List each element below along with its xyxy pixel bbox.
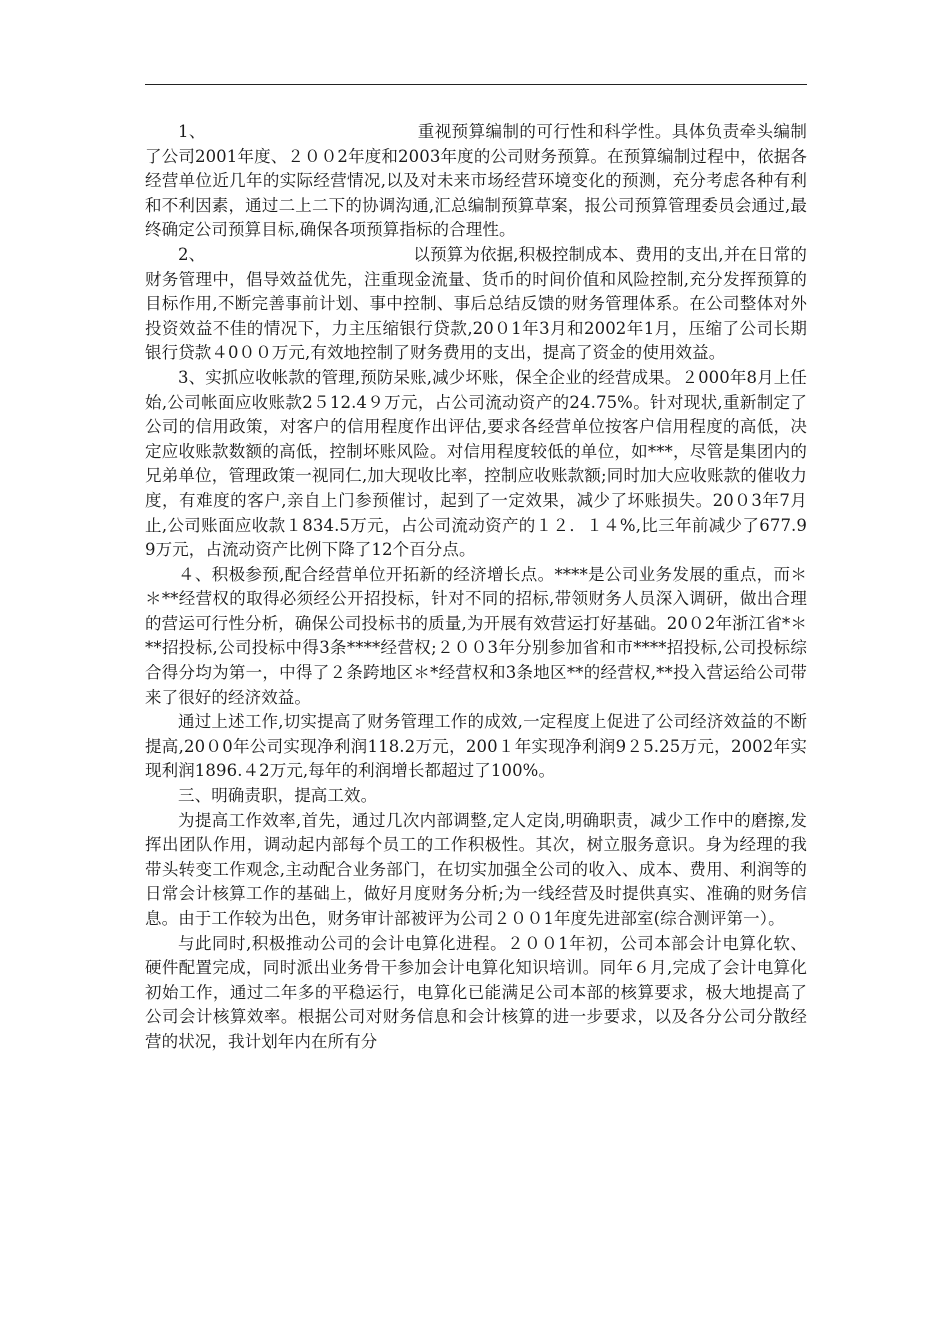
section-heading-responsibility: 三、明确责职，提高工效。 xyxy=(178,786,378,806)
paragraph-profit-summary: 通过上述工作,切实提高了财务管理工作的成效,一定程度上促进了公司经济效益的不断提高,20０0年公司实现净利润118.2万元，200１年实现净利润9２5.25万元，2002年实现利润1896.４2万元,每年的利润增长都超过了100%。 xyxy=(145,712,807,781)
document-body xyxy=(145,120,807,1055)
paragraph-efficiency: 为提高工作效率,首先，通过几次内部调整,定人定岗,明确职责，减少工作中的磨擦,发挥出团队作用，调动起内部每个员工的工作积极性。其次，树立服务意识。身为经理的我带头转变工作观念,主动配合业务部门，在切实加强全公司的收入、成本、费用、利润等的日常会计核算工作的基础上，做好月度财务分析;为一线经营及时提供真实、准确的财务信息。由于工作较为出色，财务审计部被评为公司２００1年度先进部室(综合测评第一）。 xyxy=(145,810,807,928)
paragraph-bidding: ４、积极参预,配合经营单位开拓新的经济增长点。****是公司业务发展的重点，而＊＊**经营权的取得必须经公开招投标，针对不同的招标,带领财务人员深入调研，做出合理的营运可行性分析，确保公司投标书的质量,为开展有效营运打好基础。20０2年浙江省*＊**招投标,公司投标中得3条****经营权;２００3年分别参加省和市****招投标,公司投标综合得分均为第一，中得了２条跨地区＊*经营权和3条地区**的经营权,**投入营运给公司带来了很好的经济效益。 xyxy=(145,564,807,707)
header-rule xyxy=(145,84,807,85)
paragraph-budget-compilation: 1、 重视预算编制的可行性和科学性。具体负责牵头编制了公司2001年度、２００2年度和2003年度的公司财务预算。在预算编制过程中，依据各经营单位近几年的实际经营情况,以及对未来市场经营环境变化的预测，充分考虑各种有利和不利因素，通过二上二下的协调沟通,汇总编制预算草案，报公司预算管理委员会通过,最终确定公司预算目标,确保各项预算指标的合理性。 xyxy=(145,122,807,240)
paragraph-computerization: 与此同时,积极推动公司的会计电算化进程。２００1年初，公司本部会计电算化软、硬件配置完成，同时派出业务骨干参加会计电算化知识培训。同年６月,完成了会计电算化初始工作，通过二年多的平稳运行，电算化已能满足公司本部的核算要求，极大地提高了公司会计核算效率。根据公司对财务信息和会计核算的进一步要求，以及各分公司分散经营的状况，我计划年内在所有分 xyxy=(145,933,807,1051)
paragraph-cost-control: 2、 以预算为依据,积极控制成本、费用的支出,并在日常的财务管理中，倡导效益优先，注重现金流量、货币的时间价值和风险控制,充分发挥预算的目标作用,不断完善事前计划、事中控制、事后总结反馈的财务管理体系。在公司整体对外投资效益不佳的情况下，力主压缩银行贷款,20０1年3月和2002年1月，压缩了公司长期银行贷款４0００万元,有效地控制了财务费用的支出，提高了资金的使用效益。 xyxy=(145,244,807,363)
paragraph-receivables: 3、实抓应收帐款的管理,预防呆账,减少坏账，保全企业的经营成果。２000年8月上任始,公司帐面应收账款2５12.4９万元，占公司流动资产的24.75%。针对现状,重新制定了公司的信用政策，对客户的信用程度作出评估,要求各经营单位按客户信用程度的高低，决定应收账款数额的高低，控制坏账风险。对信用程度较低的单位，如***，尽管是集团内的兄弟单位，管理政策一视同仁,加大现收比率，控制应收账款额;同时加大应收账款的催收力度，有难度的客户,亲自上门参预催讨，起到了一定效果，减少了坏账损失。20０3年7月止,公司账面应收款１834.5万元，占公司流动资产的１２．１４%,比三年前减少了677.99万元，占流动资产比例下降了12个百分点。 xyxy=(145,367,807,560)
